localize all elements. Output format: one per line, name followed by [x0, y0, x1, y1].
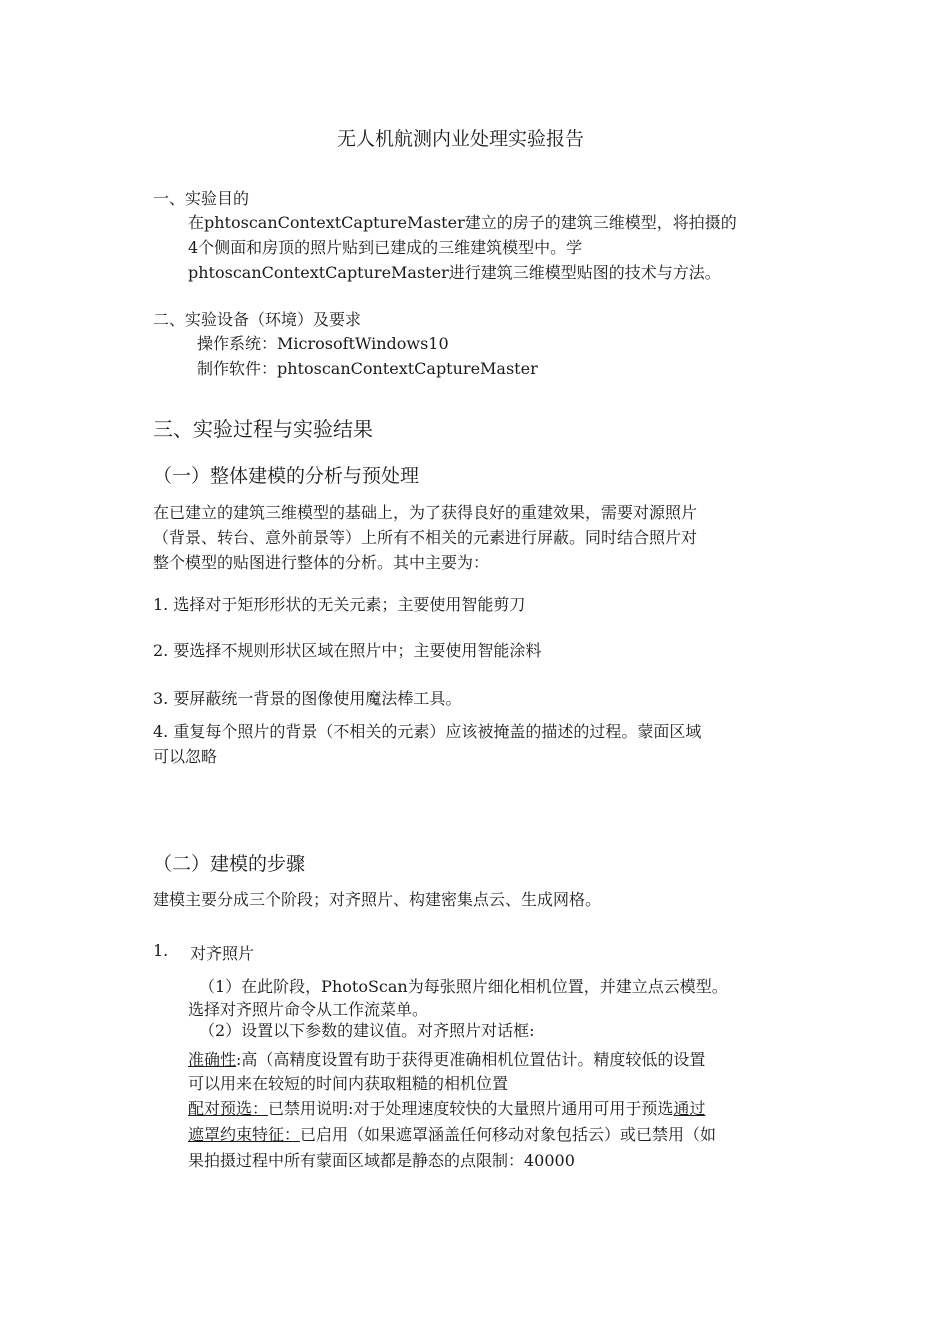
step-paragraph-line: （2）设置以下参数的建议值。对齐照片对话框:: [199, 1021, 535, 1040]
mask-constraint-text: 已启用（如果遮罩涵盖任何移动对象包括云）或已禁用（如: [300, 1125, 717, 1144]
section-1-heading: 一、实验目的: [153, 189, 250, 208]
section-1-line: phtoscanContextCaptureMaster进行建筑三维模型贴图的技术与方法。: [188, 263, 721, 282]
part-2-intro: 建模主要分成三个阶段；对齐照片、构建密集点云、生成网格。: [153, 890, 602, 909]
part-2-heading: （二）建模的步骤: [153, 853, 306, 875]
part-1-heading: （一）整体建模的分析与预处理: [153, 465, 420, 487]
step-paragraph-line: （1）在此阶段，PhotoScan为每张照片细化相机位置，并建立点云模型。: [199, 977, 728, 996]
part-1-paragraph-line: 整个模型的贴图进行整体的分析。其中主要为：: [153, 553, 490, 572]
mask-constraint-line: [188, 1122, 716, 1145]
section-2-heading: 二、实验设备（环境）及要求: [153, 310, 362, 329]
list-item: 2. 要选择不规则形状区域在照片中；主要使用智能涂料: [153, 641, 542, 660]
pair-link-text: 通过: [673, 1099, 706, 1118]
mask-constraint-label: 遮罩约束特征：: [188, 1125, 301, 1144]
list-item: 3. 要屏蔽统一背景的图像使用魔法棒工具。: [153, 689, 462, 708]
part-1-paragraph-line: 在已建立的建筑三维模型的基础上，为了获得良好的重建效果，需要对源照片: [153, 503, 698, 522]
part-1-paragraph-line: （背景、转台、意外前景等）上所有不相关的元素进行屏蔽。同时结合照片对: [153, 528, 698, 547]
pair-preselection-line: [188, 1096, 705, 1119]
step-title: 对齐照片: [190, 944, 255, 963]
section-1-line: 在phtoscanContextCaptureMaster建立的房子的建筑三维模型，将拍摄的: [188, 213, 737, 232]
page-title: 无人机航测内业处理实验报告: [337, 128, 585, 150]
os-info: 操作系统：MicrosoftWindows10: [197, 334, 449, 353]
step-paragraph-line: 选择对齐照片命令从工作流菜单。: [188, 1000, 429, 1019]
accuracy-line-2: 可以用来在较短的时间内获取粗糙的相机位置: [188, 1074, 509, 1093]
section-3-heading: 三、实验过程与实验结果: [153, 417, 373, 441]
accuracy-line: [188, 1047, 705, 1070]
pair-preselection-label: 配对预选：: [188, 1099, 269, 1118]
point-limit-line: 果拍摄过程中所有蒙面区域都是静态的点限制：40000: [188, 1151, 575, 1170]
pair-preselection-text: 已禁用说明:对于处理速度较快的大量照片通用可用于预选: [268, 1099, 674, 1118]
section-1-line: 4个侧面和房顶的照片贴到已建成的三维建筑模型中。学: [188, 238, 583, 257]
list-item-continued: 可以忽略: [153, 747, 218, 766]
list-item: 1. 选择对于矩形形状的无关元素；主要使用智能剪刀: [153, 595, 526, 614]
step-number: 1.: [153, 941, 169, 960]
software-info: 制作软件：phtoscanContextCaptureMaster: [197, 359, 538, 378]
accuracy-label: 准确性: [188, 1050, 237, 1069]
list-item: 4. 重复每个照片的背景（不相关的元素）应该被掩盖的描述的过程。蒙面区域: [153, 722, 702, 741]
accuracy-text: :高（高精度设置有助于获得更准确相机位置估计。精度较低的设置: [236, 1050, 706, 1069]
